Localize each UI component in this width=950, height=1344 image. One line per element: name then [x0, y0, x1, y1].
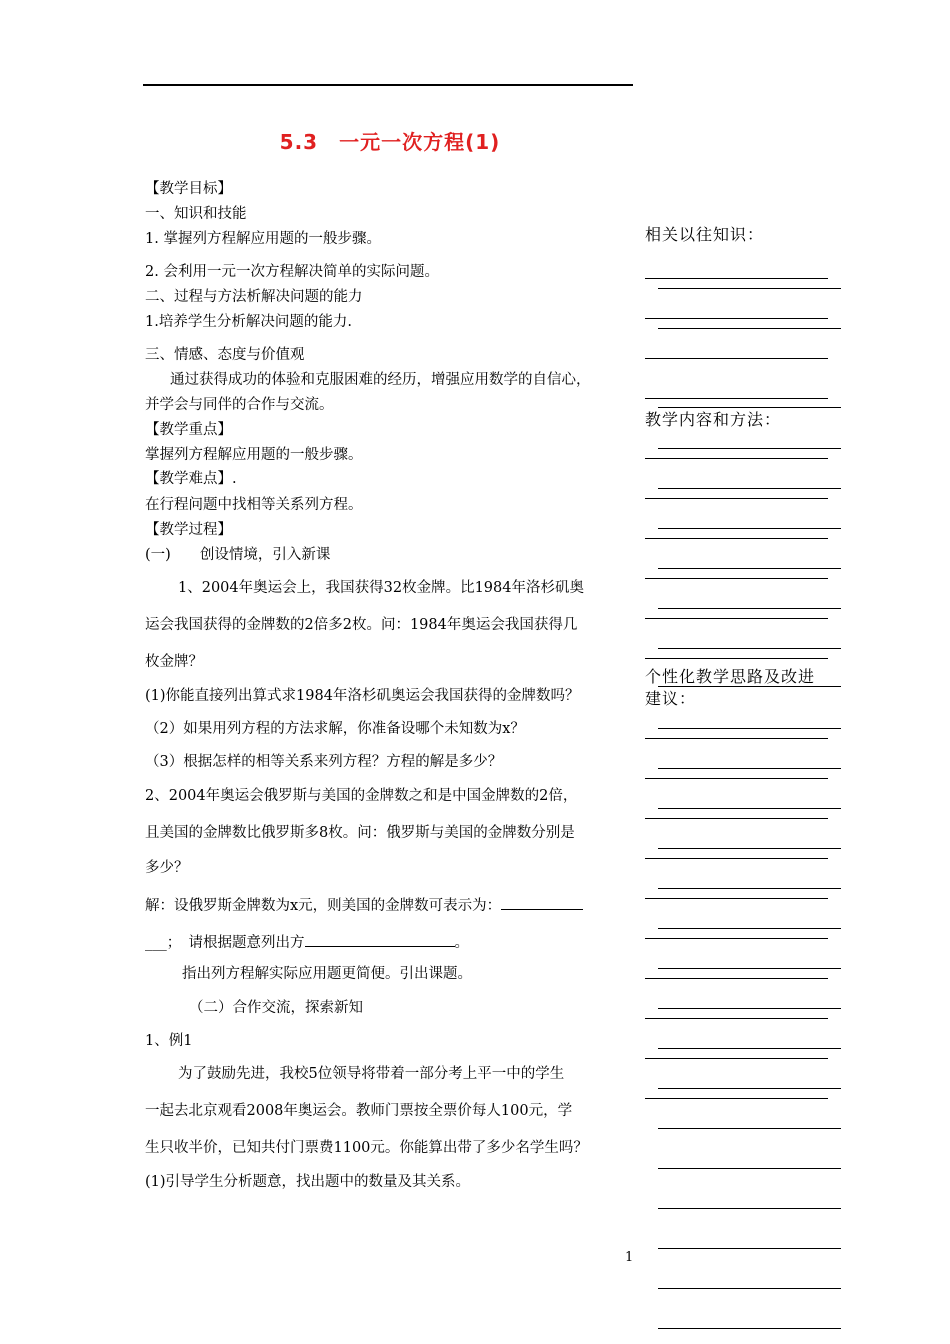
note-line: [658, 728, 841, 729]
side-heading: 个性化教学思路及改进: [645, 667, 816, 686]
text-line: [145, 263, 439, 281]
text-line: [145, 1102, 572, 1120]
text-line-content: 2、2004年奥运会俄罗斯与美国的金牌数之和是中国金牌数的2倍，: [145, 788, 578, 804]
text-line: [145, 753, 502, 771]
note-line: [658, 488, 841, 489]
note-line: [645, 618, 828, 619]
text-line: [145, 421, 232, 439]
note-line: [645, 1058, 828, 1059]
text-line: [145, 470, 237, 488]
note-line: [658, 1288, 841, 1289]
text-line: [145, 932, 469, 952]
note-line: [645, 858, 828, 859]
note-line: [645, 578, 828, 579]
note-line: [645, 938, 828, 939]
note-line: [645, 658, 828, 659]
text-line: [178, 1065, 564, 1083]
note-line: [658, 888, 841, 889]
note-line: [658, 928, 841, 929]
side-heading: 教学内容和方法：: [645, 410, 782, 429]
text-line: [145, 895, 583, 915]
side-heading: 相关以往知识：: [645, 225, 765, 244]
note-line: [645, 278, 828, 279]
text-line-content: 三、情感、态度与价值观: [145, 347, 305, 363]
text-line-content: 生只收半价，已知共付门票费1100元。你能算出带了多少名学生吗？: [145, 1140, 588, 1156]
text-line-content: 1、2004年奥运会上，我国获得32枚金牌。比1984年洛杉矶奥: [178, 580, 584, 596]
text-line-content: 解：设俄罗斯金牌数为x元，则美国的金牌数可表示为：: [145, 898, 502, 914]
text-line: [145, 230, 381, 248]
text-line: [189, 999, 363, 1017]
text-line-content: 且美国的金牌数比俄罗斯多8枚。问：俄罗斯与美国的金牌数分别是: [145, 825, 575, 841]
note-line: [658, 608, 841, 609]
text-line: [145, 787, 577, 805]
text-line-content: 【教学过程】: [145, 522, 232, 538]
text-line-content: (一) 创设情境，引入新课: [145, 547, 331, 563]
text-line: [145, 653, 203, 671]
note-line: [658, 808, 841, 809]
answer-blank[interactable]: [501, 895, 583, 910]
text-line: [145, 1173, 470, 1191]
note-line: [645, 818, 828, 819]
text-line: [145, 824, 575, 842]
note-line: [645, 1098, 828, 1099]
note-line: [658, 648, 841, 649]
text-line: [145, 521, 232, 539]
text-line: [145, 205, 247, 223]
note-line: [645, 898, 828, 899]
text-line: [145, 446, 363, 464]
text-line-content: 为了鼓励先进，我校5位领导将带着一部分考上平一中的学生: [178, 1066, 565, 1082]
text-line: [145, 546, 330, 564]
note-line: [658, 768, 841, 769]
text-line: [178, 579, 584, 597]
note-line: [645, 778, 828, 779]
note-line: [658, 1008, 841, 1009]
note-line: [658, 1328, 841, 1329]
text-line: [145, 1032, 192, 1050]
text-line-content: (1)引导学生分析题意，找出题中的数量及其关系。: [145, 1174, 471, 1190]
text-line-content: （3）根据怎样的相等关系来列方程？方程的解是多少？: [145, 754, 503, 770]
text-line-content: 一起去北京观看2008年奥运会。教师门票按全票价每人100元，学: [145, 1103, 573, 1119]
note-line: [658, 686, 841, 687]
text-line-content: 指出列方程解实际应用题更简便。引出课题。: [182, 966, 472, 982]
note-line: [658, 448, 841, 449]
text-line: [145, 1139, 588, 1157]
text-line: [145, 687, 579, 705]
text-line: [145, 313, 352, 331]
text-line-content: 2. 会利用一元一次方程解决简单的实际问题。: [145, 264, 439, 280]
text-line: [145, 859, 189, 877]
text-line-content: 通过获得成功的体验和克服困难的经历，增强应用数学的自信心，: [170, 372, 591, 388]
note-line: [645, 978, 828, 979]
note-line: [658, 1208, 841, 1209]
text-line: [145, 496, 363, 514]
text-line: [145, 396, 334, 414]
note-line: [658, 328, 841, 329]
text-line-content: 1、例1: [145, 1033, 193, 1049]
note-line: [645, 738, 828, 739]
note-line: [645, 498, 828, 499]
answer-blank[interactable]: [305, 932, 455, 947]
text-line-content: 在行程问题中找相等关系列方程。: [145, 497, 363, 513]
note-line: [645, 358, 828, 359]
text-line-content: 【教学难点】.: [145, 471, 237, 487]
text-line-content: （二）合作交流，探索新知: [189, 1000, 363, 1016]
text-line: [145, 180, 232, 198]
note-line: [658, 1048, 841, 1049]
header-rule: [143, 84, 633, 86]
text-line: [145, 346, 305, 364]
note-line: [645, 398, 828, 399]
text-line-content: 一、知识和技能: [145, 206, 247, 222]
text-line-content: 运会我国获得的金牌数的2倍多2枚。问：1984年奥运会我国获得几: [145, 617, 578, 633]
text-line-content: (1)你能直接列出算式求1984年洛杉矶奥运会我国获得的金牌数吗？: [145, 688, 580, 704]
note-line: [645, 1018, 828, 1019]
page-number: 1: [625, 1250, 634, 1265]
text-line-content: 【教学重点】: [145, 422, 232, 438]
text-line-content: 【教学目标】: [145, 181, 232, 197]
note-line: [645, 538, 828, 539]
note-line: [645, 458, 828, 459]
note-line: [658, 1248, 841, 1249]
text-line-content: 1.培养学生分析解决问题的能力.: [145, 314, 352, 330]
note-line: [658, 1128, 841, 1129]
note-line: [658, 288, 841, 289]
text-line: [170, 371, 591, 389]
text-line-content: 多少？: [145, 860, 189, 876]
page-title: 5.3 一元一次方程(1): [279, 130, 501, 154]
text-line-content: 1. 掌握列方程解应用题的一般步骤。: [145, 231, 381, 247]
text-line-content: 并学会与同伴的合作与交流。: [145, 397, 334, 413]
note-line: [658, 848, 841, 849]
text-line-content: 二、过程与方法析解决问题的能力: [145, 289, 363, 305]
note-line: [658, 968, 841, 969]
text-line: [145, 720, 525, 738]
text-line: [182, 965, 472, 983]
text-line-content: ___； 请根据题意列出方: [145, 935, 305, 951]
note-line: [658, 407, 841, 408]
side-heading: 建议：: [645, 689, 697, 708]
text-line-content: （2）如果用列方程的方法求解，你准备设哪个未知数为x？: [145, 721, 525, 737]
text-line-suffix: 。: [454, 935, 469, 951]
text-line-content: 枚金牌？: [145, 654, 203, 670]
text-line-content: 掌握列方程解应用题的一般步骤。: [145, 447, 363, 463]
text-line: [145, 288, 363, 306]
note-line: [645, 318, 828, 319]
note-line: [658, 1168, 841, 1169]
note-line: [658, 1088, 841, 1089]
text-line: [145, 616, 577, 634]
note-line: [658, 568, 841, 569]
note-line: [658, 528, 841, 529]
